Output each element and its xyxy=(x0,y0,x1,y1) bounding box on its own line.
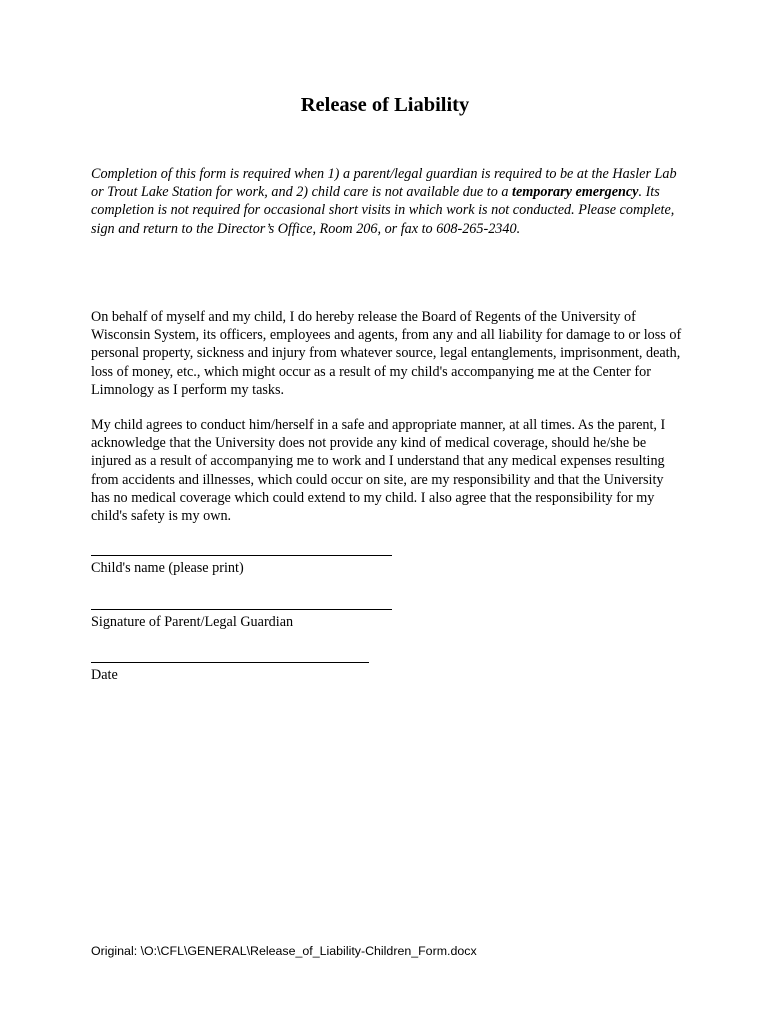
conduct-paragraph: My child agrees to conduct him/herself in a safe and appropriate manner, at all times. As the parent, I acknowledge that the University does not provide any kind of medical coverage, should he/she be injured as a result of accompanying me to work and I understand that any medical expenses resulting from accidents and illnesses, which could occur on site, are my responsibility and that the University has no medical coverage which could extend to my child. I also agree that the responsibility for my child's safety is my own. xyxy=(91,417,666,525)
page-title: Release of Liability xyxy=(300,94,470,116)
guardian-signature-line[interactable] xyxy=(91,609,392,610)
child-name-label: Child's name (please print) xyxy=(91,560,244,576)
intro-text-part2: . Its completion is not required for occasional short visits in which work is not conducted. Please complete, sign and return to the Director’s Office, Room 206, or fax to 608-265-2340. xyxy=(91,184,675,237)
intro-emphasis: temporary emergency xyxy=(512,184,639,201)
release-paragraph: On behalf of myself and my child, I do hereby release the Board of Regents of the University of Wisconsin System, its officers, employees and agents, from any and all liability for damage to or loss of personal property, sickness and injury from whatever source, legal entanglements, imprisonment, death, loss of money, etc., which might occur as a result of my child's accompanying me at the Center for Limnology as I perform my tasks. xyxy=(91,309,682,398)
footer-file-path: Original: \O:\CFL\GENERAL\Release_of_Liability-Children_Form.docx xyxy=(91,944,477,958)
guardian-signature-label: Signature of Parent/Legal Guardian xyxy=(91,614,294,630)
child-name-line[interactable] xyxy=(91,555,392,556)
date-label: Date xyxy=(91,667,118,683)
intro-text-part1: Completion of this form is required when 1) a parent/legal guardian is required to be at the Hasler Lab or Trout Lake Station for work, and 2) child care is not available due to a xyxy=(91,166,677,201)
date-line[interactable] xyxy=(91,662,369,663)
intro-paragraph xyxy=(91,165,683,238)
